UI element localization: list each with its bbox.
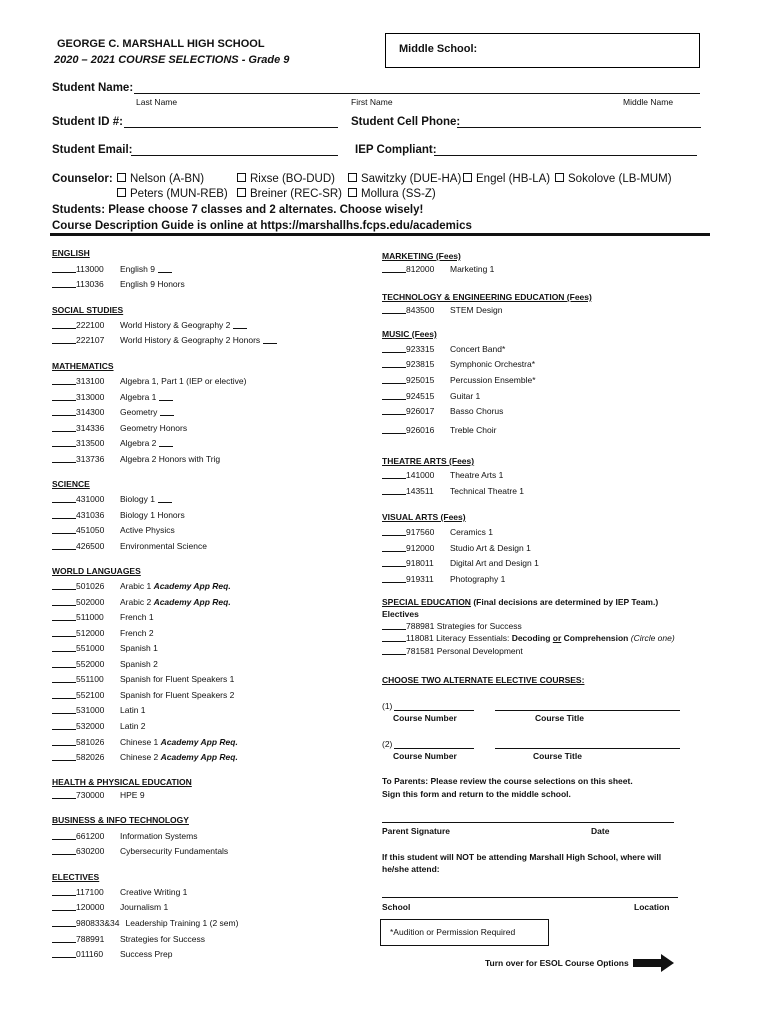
course-row[interactable]: 431036 Biology 1 Honors — [52, 510, 185, 520]
course-row[interactable]: 552000 Spanish 2 — [52, 659, 158, 669]
arrow-right-icon — [633, 953, 675, 973]
course-row[interactable]: 120000 Journalism 1 — [52, 902, 168, 912]
course-row[interactable]: 431000 Biology 1 — [52, 494, 172, 504]
course-row[interactable]: 923315 Concert Band* — [382, 344, 505, 354]
course-row[interactable]: 313736 Algebra 2 Honors with Trig — [52, 454, 220, 464]
course-row[interactable]: 314300 Geometry — [52, 407, 174, 417]
course-row[interactable]: 925015 Percussion Ensemble* — [382, 375, 536, 385]
course-row[interactable]: 582026 Chinese 2 Academy App Req. — [52, 752, 238, 762]
counselor-option-breiner[interactable]: Breiner (REC-SR) — [237, 188, 342, 200]
school-name: GEORGE C. MARSHALL HIGH SCHOOL — [57, 38, 265, 50]
parent-signature-label: Parent Signature — [382, 826, 451, 836]
section-science: SCIENCE — [52, 479, 90, 489]
section-business-it: BUSINESS & INFO TECHNOLOGY — [52, 815, 189, 825]
parent-signature-field[interactable] — [382, 822, 674, 823]
middle-name-caption: Middle Name — [623, 97, 674, 107]
checkbox-icon[interactable] — [117, 188, 126, 197]
parents-note-line2: Sign this form and return to the middle school. — [382, 789, 571, 799]
checkbox-icon[interactable] — [117, 173, 126, 182]
audition-note: *Audition or Permission Required — [390, 927, 516, 937]
course-number-caption: Course Number — [393, 751, 457, 761]
cell-phone-label: Student Cell Phone: — [351, 116, 461, 128]
course-row[interactable]: 143511 Technical Theatre 1 — [382, 486, 524, 496]
course-row[interactable]: 512000 French 2 — [52, 628, 154, 638]
course-row[interactable]: 926016 Treble Choir — [382, 425, 496, 435]
section-marketing: MARKETING (Fees) — [382, 251, 461, 261]
course-row[interactable]: 918011 Digital Art and Design 1 — [382, 558, 539, 568]
course-row[interactable]: 501026 Arabic 1 Academy App Req. — [52, 581, 231, 591]
course-row[interactable]: 912000 Studio Art & Design 1 — [382, 543, 531, 553]
alternate-1-number: (1) — [382, 701, 393, 711]
counselor-option-sokolove[interactable]: Sokolove (LB-MUM) — [555, 173, 672, 185]
attendance-question-line2: he/she attend: — [382, 864, 440, 874]
counselor-label: Counselor: — [52, 173, 113, 185]
course-row[interactable]: 117100 Creative Writing 1 — [52, 887, 187, 897]
course-row[interactable]: 812000 Marketing 1 — [382, 264, 494, 274]
middle-school-box[interactable] — [385, 33, 700, 68]
student-name-label: Student Name: — [52, 82, 134, 94]
course-row[interactable]: 113036 English 9 Honors — [52, 279, 185, 289]
audition-note-box — [380, 919, 549, 946]
course-row[interactable]: 118081 Literacy Essentials: Decoding or Comprehension (Circle one) — [382, 633, 675, 643]
checkbox-icon[interactable] — [555, 173, 564, 182]
alternate-1-title-field[interactable] — [495, 710, 680, 711]
first-name-caption: First Name — [351, 97, 393, 107]
course-row[interactable]: 313000 Algebra 1 — [52, 392, 173, 402]
course-row[interactable]: 314336 Geometry Honors — [52, 423, 187, 433]
student-name-field[interactable] — [134, 93, 700, 94]
counselor-option-peters[interactable]: Peters (MUN-REB) — [117, 188, 228, 200]
course-row[interactable]: 222107 World History & Geography 2 Honors — [52, 335, 277, 345]
counselor-option-mollura[interactable]: Mollura (SS-Z) — [348, 188, 436, 200]
course-row[interactable]: 926017 Basso Chorus — [382, 406, 503, 416]
course-row[interactable]: 011160 Success Prep — [52, 949, 172, 959]
alternate-1-number-field[interactable] — [394, 710, 474, 711]
counselor-option-rixse[interactable]: Rixse (BO-DUD) — [237, 173, 335, 185]
middle-school-label: Middle School: — [399, 43, 478, 55]
course-number-caption: Course Number — [393, 713, 457, 723]
course-row[interactable]: 917560 Ceramics 1 — [382, 527, 493, 537]
section-electives: ELECTIVES — [52, 872, 100, 882]
checkbox-icon[interactable] — [463, 173, 472, 182]
alternates-heading: CHOOSE TWO ALTERNATE ELECTIVE COURSES: — [382, 675, 585, 685]
last-name-caption: Last Name — [136, 97, 178, 107]
section-world-languages: WORLD LANGUAGES — [52, 566, 141, 576]
other-school-field[interactable] — [382, 897, 678, 898]
course-row[interactable]: 980833&34 Leadership Training 1 (2 sem) — [52, 918, 238, 928]
alternate-2-number: (2) — [382, 739, 393, 749]
course-selection-title: 2020 – 2021 COURSE SELECTIONS - Grade 9 — [54, 54, 290, 66]
course-row[interactable]: 661200 Information Systems — [52, 831, 197, 841]
student-id-field[interactable] — [124, 127, 338, 128]
course-row[interactable]: 511000 French 1 — [52, 612, 154, 622]
course-row[interactable]: 552100 Spanish for Fluent Speakers 2 — [52, 690, 234, 700]
counselor-option-engel[interactable]: Engel (HB-LA) — [463, 173, 550, 185]
course-row[interactable]: 919311 Photography 1 — [382, 574, 505, 584]
course-row[interactable]: 788981 Strategies for Success — [382, 621, 522, 631]
course-row[interactable]: 502000 Arabic 2 Academy App Req. — [52, 597, 231, 607]
location-label: Location — [634, 902, 670, 912]
cell-phone-field[interactable] — [457, 127, 701, 128]
course-row[interactable]: 113000 English 9 — [52, 264, 172, 274]
course-guide-link[interactable]: Course Description Guide is online at https://marshallhs.fcps.edu/academics — [52, 220, 472, 232]
course-row[interactable]: 141000 Theatre Arts 1 — [382, 470, 503, 480]
course-row[interactable]: 730000 HPE 9 — [52, 790, 145, 800]
turn-over-text: Turn over for ESOL Course Options — [485, 958, 629, 968]
course-row[interactable]: 426500 Environmental Science — [52, 541, 207, 551]
section-visual-arts: VISUAL ARTS (Fees) — [382, 512, 466, 522]
course-row[interactable]: 923815 Symphonic Orchestra* — [382, 359, 535, 369]
student-email-field[interactable] — [131, 155, 338, 156]
student-id-label: Student ID #: — [52, 116, 123, 128]
alternate-2-title-field[interactable] — [495, 748, 680, 749]
course-row[interactable]: 451050 Active Physics — [52, 525, 175, 535]
checkbox-icon[interactable] — [348, 188, 357, 197]
date-label: Date — [591, 826, 610, 836]
section-mathematics: MATHEMATICS — [52, 361, 114, 371]
course-row[interactable]: 551100 Spanish for Fluent Speakers 1 — [52, 674, 234, 684]
checkbox-icon[interactable] — [237, 188, 246, 197]
checkbox-icon[interactable] — [348, 173, 357, 182]
section-english: ENGLISH — [52, 248, 90, 258]
course-row[interactable]: 313100 Algebra 1, Part 1 (IEP or elective) — [52, 376, 246, 386]
parents-note-line1: To Parents: Please review the course selections on this sheet. — [382, 776, 633, 786]
sped-electives-label: Electives — [382, 609, 419, 619]
counselor-option-nelson[interactable]: Nelson (A-BN) — [117, 173, 204, 185]
alternate-2-number-field[interactable] — [394, 748, 474, 749]
checkbox-icon[interactable] — [237, 173, 246, 182]
course-title-caption: Course Title — [533, 751, 582, 761]
course-row[interactable]: 843500 STEM Design — [382, 305, 502, 315]
course-row[interactable]: 551000 Spanish 1 — [52, 643, 158, 653]
counselor-option-sawitzky[interactable]: Sawitzky (DUE-HA) — [348, 173, 461, 185]
course-row[interactable]: 630200 Cybersecurity Fundamentals — [52, 846, 228, 856]
attendance-question-line1: If this student will NOT be attending Marshall High School, where will — [382, 852, 662, 862]
course-title-caption: Course Title — [535, 713, 584, 723]
iep-compliant-field[interactable] — [434, 155, 697, 156]
section-special-education: SPECIAL EDUCATION (Final decisions are determined by IEP Team.) — [382, 597, 659, 607]
course-row[interactable]: 222100 World History & Geography 2 — [52, 320, 247, 330]
section-tech-engineering: TECHNOLOGY & ENGINEERING EDUCATION (Fees) — [382, 292, 592, 302]
section-music: MUSIC (Fees) — [382, 329, 437, 339]
section-health-pe: HEALTH & PHYSICAL EDUCATION — [52, 777, 192, 787]
iep-compliant-label: IEP Compliant: — [355, 144, 437, 156]
course-row[interactable]: 924515 Guitar 1 — [382, 391, 480, 401]
student-email-label: Student Email: — [52, 144, 133, 156]
course-row[interactable]: 531000 Latin 1 — [52, 705, 146, 715]
section-social-studies: SOCIAL STUDIES — [52, 305, 124, 315]
course-row[interactable]: 781581 Personal Development — [382, 646, 523, 656]
school-label: School — [382, 902, 411, 912]
divider — [50, 233, 710, 236]
course-row[interactable]: 313500 Algebra 2 — [52, 438, 173, 448]
section-theatre-arts: THEATRE ARTS (Fees) — [382, 456, 475, 466]
course-row[interactable]: 581026 Chinese 1 Academy App Req. — [52, 737, 238, 747]
course-row[interactable]: 788991 Strategies for Success — [52, 934, 205, 944]
course-row[interactable]: 532000 Latin 2 — [52, 721, 146, 731]
instructions: Students: Please choose 7 classes and 2 alternates. Choose wisely! — [52, 204, 424, 216]
